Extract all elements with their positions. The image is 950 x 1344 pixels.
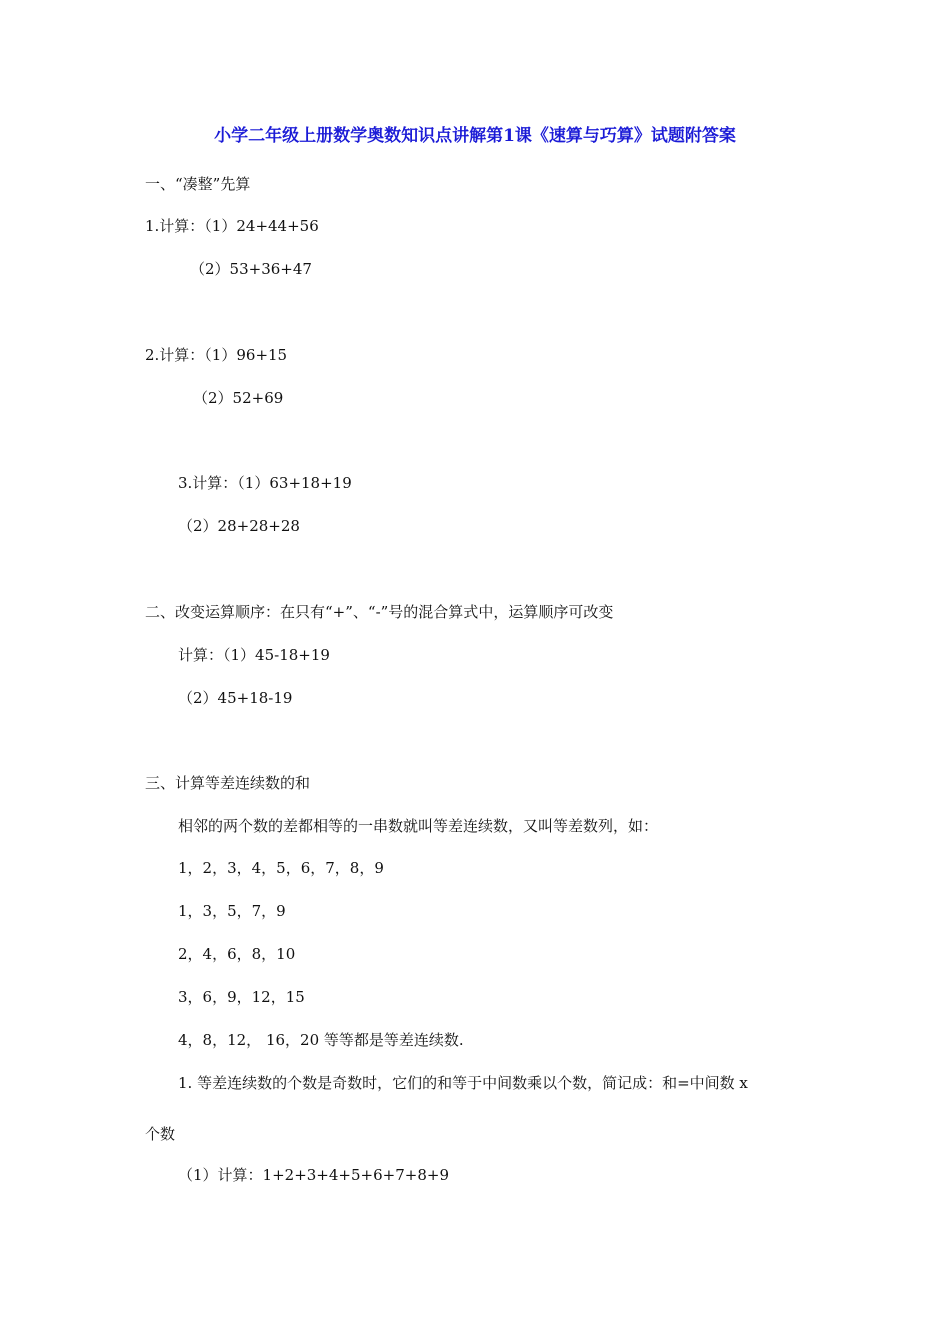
section-heading-1: 一、“凑整”先算 — [145, 175, 251, 193]
section-heading-3: 三、计算等差连续数的和 — [145, 774, 311, 792]
problem-2-part-2: （2）52+69 — [193, 389, 284, 407]
sequence-example-3: 2，4，6，8，10 — [178, 945, 296, 963]
document-title: 小学二年级上册数学奥数知识点讲解第1课《速算与巧算》试题附答案 — [214, 126, 736, 146]
problem-4-part-2: （2）45+18-19 — [178, 689, 293, 707]
sequence-example-2: 1，3，5，7，9 — [178, 902, 286, 920]
rule-1-continuation: 个数 — [145, 1125, 176, 1143]
problem-1-part-2: （2）53+36+47 — [190, 260, 312, 278]
problem-2-part-1: 2.计算：（1）96+15 — [145, 346, 288, 364]
rule-1-example: （1）计算：1+2+3+4+5+6+7+8+9 — [178, 1166, 449, 1184]
problem-3-part-1: 3.计算：（1）63+18+19 — [178, 474, 352, 492]
problem-3-part-2: （2）28+28+28 — [178, 517, 300, 535]
sequence-example-1: 1，2，3，4，5，6，7，8，9 — [178, 859, 384, 877]
sequence-example-4: 3，6，9，12，15 — [178, 988, 305, 1006]
sequence-example-5: 4，8，12， 16，20 等等都是等差连续数. — [178, 1031, 464, 1049]
rule-1-paragraph: 1. 等差连续数的个数是奇数时，它们的和等于中间数乘以个数，简记成：和=中间数 x — [178, 1074, 748, 1092]
problem-1-part-1: 1.计算：（1）24+44+56 — [145, 217, 319, 235]
section-heading-2: 二、改变运算顺序：在只有“+”、“-”号的混合算式中，运算顺序可改变 — [145, 603, 614, 621]
problem-4-part-1: 计算：（1）45-18+19 — [178, 646, 330, 664]
definition-paragraph: 相邻的两个数的差都相等的一串数就叫等差连续数，又叫等差数列，如： — [178, 817, 659, 835]
